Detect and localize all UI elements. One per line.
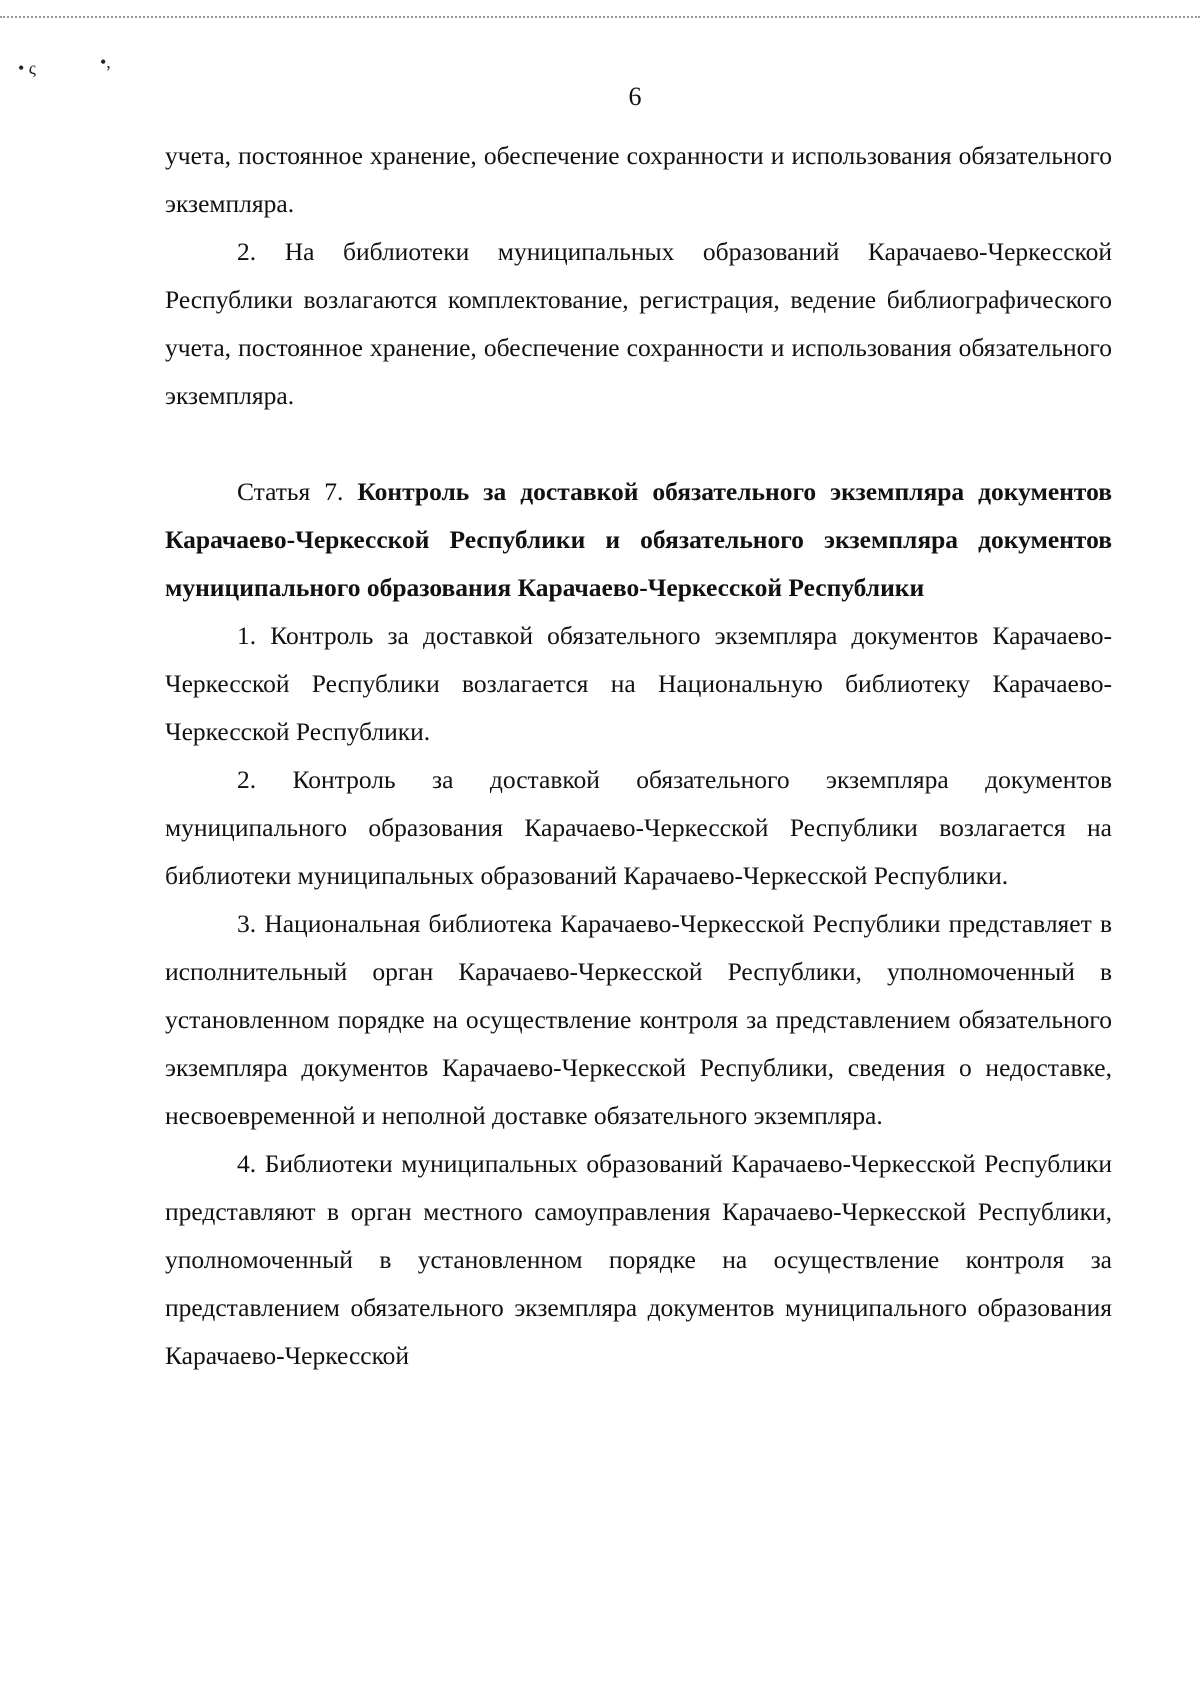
paragraph-clause-2: 2. На библиотеки муниципальных образований Карачаево-Черкесской Республики возлагаются комплектование, регистрация, ведение библиографического учета, постоянное хранение, обеспечение сохранности и использования обязательного экземпляра. — [165, 237, 1112, 410]
document-body — [165, 132, 1112, 1380]
paragraph-clause-4: 4. Библиотеки муниципальных образований Карачаево-Черкесской Республики представляют в орган местного самоуправления Карачаево-Черкесской Республики, уполномоченный в установленном порядке на осуществление контроля за представлением обязательного экземпляра документов муниципального образования Карачаево-Черкесской — [165, 1149, 1112, 1370]
article-heading — [165, 468, 1112, 612]
paragraph-clause-1: 1. Контроль за доставкой обязательного экземпляра документов Карачаево-Черкесской Республики возлагается на Национальную библиотеку Карачаево-Черкесской Республики. — [165, 621, 1112, 746]
article-title: Контроль за доставкой обязательного экземпляра документов Карачаево-Черкесской Республики и обязательного экземпляра документов муниципального образования Карачаево-Черкесской Республики — [165, 477, 1113, 602]
page-number: 6 — [628, 82, 642, 111]
paragraph-clause-3: 3. Национальная библиотека Карачаево-Черкесской Республики представляет в исполнительный орган Карачаево-Черкесской Республики, уполномоченный в установленном порядке на осуществление контроля за представлением обязательного экземпляра документов Карачаево-Черкесской Республики, сведения о недоставке, несвоевременной и неполной доставке обязательного экземпляра. — [165, 909, 1112, 1130]
paragraph-continuation: учета, постоянное хранение, обеспечение сохранности и использования обязательного экземпляра. — [165, 141, 1112, 218]
scan-artifact-mark: • ς — [18, 58, 36, 78]
top-scan-border — [0, 16, 1200, 18]
scan-artifact-mark: •, — [100, 52, 111, 72]
article-number: Статья 7. — [237, 477, 344, 506]
paragraph-clause-2: 2. Контроль за доставкой обязательного экземпляра документов муниципального образования Карачаево-Черкесской Республики возлагается на библиотеки муниципальных образований Карачаево-Черкесской Республики. — [165, 765, 1112, 890]
